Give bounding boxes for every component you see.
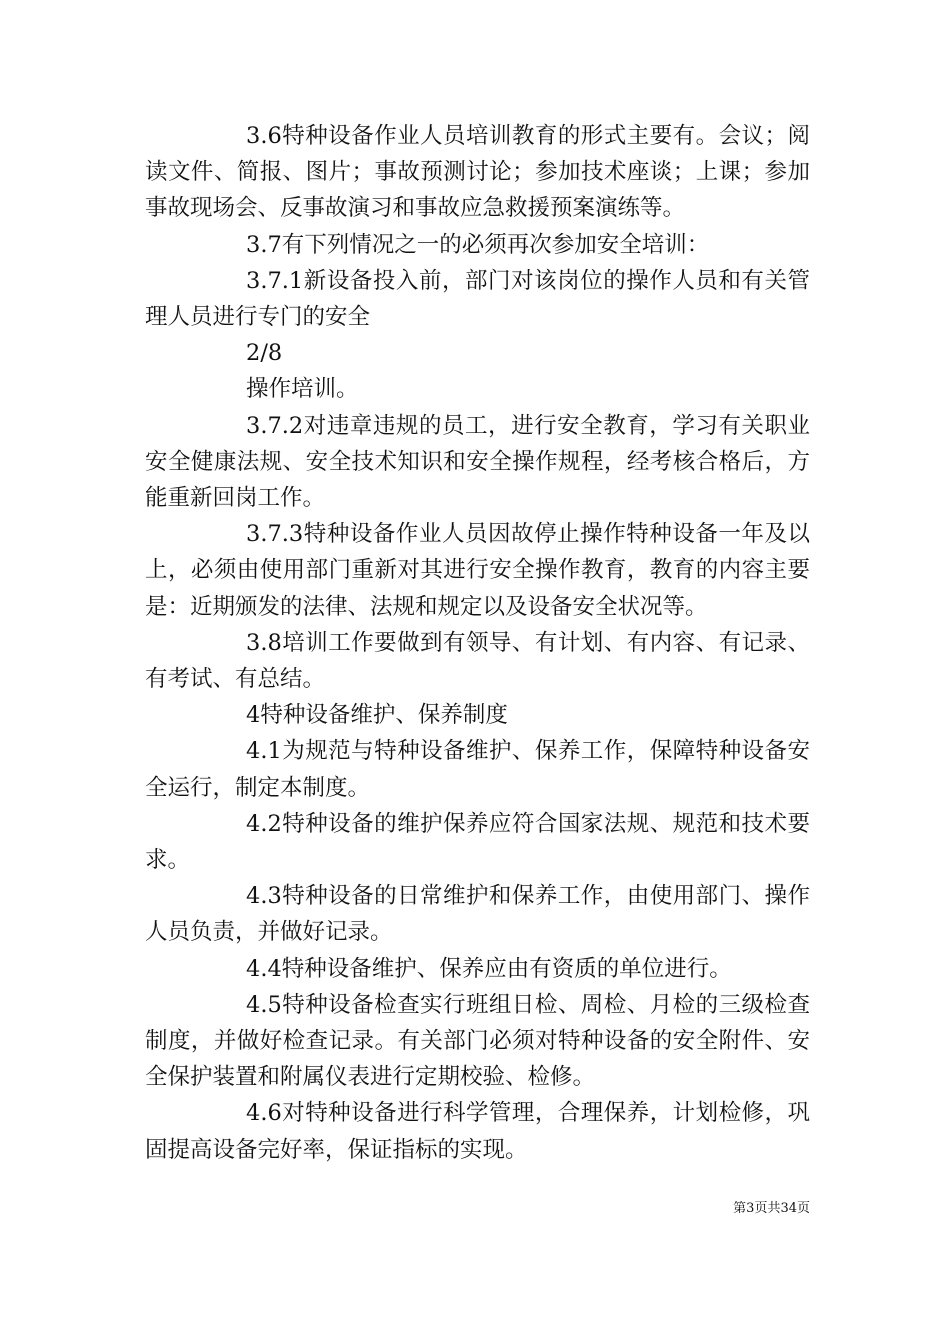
- page-number: 第3页共34页: [733, 1201, 810, 1216]
- paragraph-4-1: 4.1为规范与特种设备维护、保养工作，保障特种设备安全运行，制定本制度。: [145, 738, 810, 801]
- paragraph-3-7-2: 3.7.2对违章违规的员工，进行安全教育，学习有关职业安全健康法规、安全技术知识和安全操作规程，经考核合格后，方能重新回岗工作。: [145, 412, 810, 512]
- document-body: [145, 118, 810, 1168]
- paragraph-4-2: 4.2特种设备的维护保养应符合国家法规、规范和技术要求。: [145, 810, 810, 874]
- section-heading-4: 4特种设备维护、保养制度: [246, 702, 508, 729]
- paragraph-3-7-1-continued: 操作培训。: [246, 376, 359, 403]
- paragraph-4-4: 4.4特种设备维护、保养应由有资质的单位进行。: [246, 955, 732, 982]
- inline-page-marker: 2/8: [246, 340, 283, 367]
- paragraph-4-6: 4.6对特种设备进行科学管理，合理保养，计划检修，巩固提高设备完好率，保证指标的实现。: [145, 1100, 810, 1163]
- paragraph-3-7: 3.7有下列情况之一的必须再次参加安全培训：: [246, 231, 710, 258]
- paragraph-4-3: 4.3特种设备的日常维护和保养工作，由使用部门、操作人员负责，并做好记录。: [145, 883, 810, 946]
- paragraph-3-7-1: 3.7.1新设备投入前，部门对该岗位的操作人员和有关管理人员进行专门的安全: [145, 267, 810, 331]
- paragraph-3-8: 3.8培训工作要做到有领导、有计划、有内容、有记录、有考试、有总结。: [145, 629, 810, 693]
- paragraph-3-6: 3.6特种设备作业人员培训教育的形式主要有。会议；阅读文件、简报、图片；事故预测讨论；参加技术座谈；上课；参加事故现场会、反事故演习和事故应急救援预案演练等。: [145, 123, 810, 222]
- paragraph-3-7-3: 3.7.3特种设备作业人员因故停止操作特种设备一年及以上，必须由使用部门重新对其进行安全操作教育，教育的内容主要是：近期颁发的法律、法规和规定以及设备安全状况等。: [145, 521, 810, 620]
- paragraph-4-5: 4.5特种设备检查实行班组日检、周检、月检的三级检查制度，并做好检查记录。有关部门必须对特种设备的安全附件、安全保护装置和附属仪表进行定期校验、检修。: [145, 991, 810, 1091]
